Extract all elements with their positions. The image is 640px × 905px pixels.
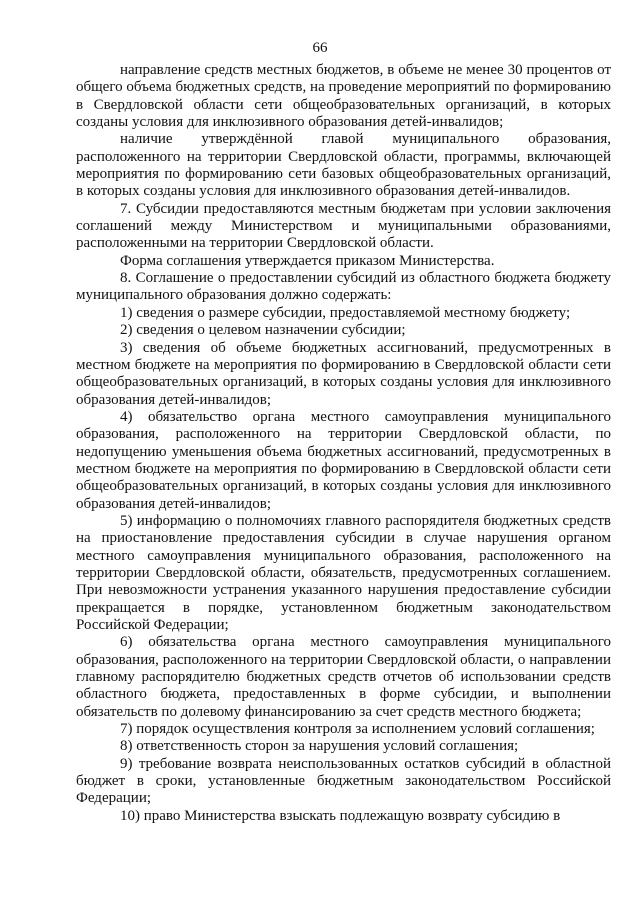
list-item-4: 4) обязательство органа местного самоуправления муниципального образования, расположенного на территории Свердловской области, по недопущению уменьшения объема бюджетных ассигнований, предусмотренных в местном бюджете на мероприятия по формированию в Свердловской области сети общеобразовательных организаций, в которых созданы условия для инклюзивного образования детей-инвалидов; bbox=[76, 408, 611, 512]
paragraph-clause-7: 7. Субсидии предоставляются местным бюджетам при условии заключения соглашений между Министерством и муниципальными образованиями, расположенными на территории Свердловской области. bbox=[76, 200, 611, 252]
list-item-6: 6) обязательства органа местного самоуправления муниципального образования, расположенного на территории Свердловской области, о направлении главному распорядителю бюджетных средств отчетов об использовании средств областного бюджета, предоставленных в форме субсидии, и выполнении обязательств по долевому финансированию за счет средств местного бюджета; bbox=[76, 634, 611, 720]
paragraph-agreement-form: Форма соглашения утверждается приказом Министерства. bbox=[120, 252, 495, 269]
paragraph-program-approval: наличие утверждённой главой муниципального образования, расположенного на территории Свердловской области, программы, включающей мероприятия по формированию сети базовых общеобразовательных организаций, в которых созданы условия для инклюзивного образования детей-инвалидов. bbox=[76, 131, 611, 200]
page-number: 66 bbox=[312, 40, 328, 56]
list-item-2: 2) сведения о целевом назначении субсидии; bbox=[120, 322, 406, 339]
document-body bbox=[76, 62, 611, 825]
list-item-10: 10) право Министерства взыскать подлежащую возврату субсидию в bbox=[120, 807, 561, 824]
list-item-3: 3) сведения об объеме бюджетных ассигнований, предусмотренных в местном бюджете на мероприятия по формированию в Свердловской области сети общеобразовательных организаций, в которых созданы условия для инклюзивного образования детей-инвалидов; bbox=[76, 339, 611, 408]
list-item-7: 7) порядок осуществления контроля за исполнением условий соглашения; bbox=[120, 721, 595, 738]
list-item-5: 5) информацию о полномочиях главного распорядителя бюджетных средств на приостановление предоставления субсидии в случае нарушения органом местного самоуправления муниципального образования, расположенного на территории Свердловской области, обязательств, предусмотренных соглашением. При невозможности устранения указанного нарушения предоставление субсидии прекращается в порядке, установленном бюджетным законодательством Российской Федерации; bbox=[76, 512, 611, 633]
paragraph-funds-direction: направление средств местных бюджетов, в объеме не менее 30 процентов от общего объема бюджетных средств, на проведение мероприятий по формированию в Свердловской области сети общеобразовательных организаций, в которых созданы условия для инклюзивного образования детей-инвалидов; bbox=[76, 62, 611, 131]
list-item-9: 9) требование возврата неиспользованных остатков субсидий в областной бюджет в сроки, установленные бюджетным законодательством Российской Федерации; bbox=[76, 755, 611, 807]
list-item-1: 1) сведения о размере субсидии, предоставляемой местному бюджету; bbox=[120, 304, 571, 321]
list-item-8: 8) ответственность сторон за нарушения условий соглашения; bbox=[120, 738, 519, 755]
paragraph-clause-8: 8. Соглашение о предоставлении субсидий из областного бюджета бюджету муниципального образования должно содержать: bbox=[76, 270, 611, 304]
